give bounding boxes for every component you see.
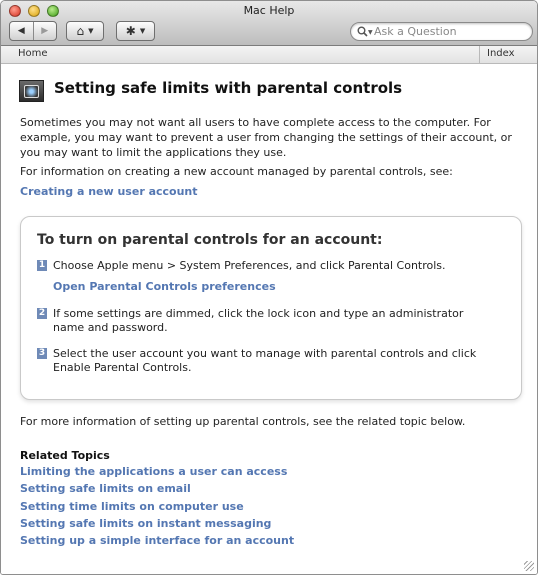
search-options-icon: ▼ <box>368 29 373 36</box>
open-parental-controls-link[interactable]: Open Parental Controls preferences <box>53 280 276 293</box>
search-input[interactable] <box>374 24 524 39</box>
breadcrumb <box>1 46 537 64</box>
window-title: Mac Help <box>243 4 295 17</box>
breadcrumb-home-link[interactable]: Home <box>18 48 48 59</box>
forward-arrow-icon: ▶ <box>41 26 49 36</box>
window-toolbar <box>1 1 537 46</box>
related-link-time-limits[interactable]: Setting time limits on computer use <box>20 500 244 513</box>
chevron-down-icon: ▼ <box>88 27 94 35</box>
page-title: Setting safe limits with parental controls <box>54 79 403 97</box>
step-number-badge: 2 <box>38 308 46 318</box>
resize-grip[interactable] <box>524 561 534 571</box>
chevron-down-icon: ▼ <box>139 27 146 35</box>
create-account-link[interactable]: Creating a new user account <box>20 185 198 198</box>
step-number-badge: 1 <box>38 260 46 270</box>
search-icon <box>357 26 368 37</box>
gear-icon: ✱ <box>125 24 136 38</box>
index-link[interactable]: Index <box>487 48 515 59</box>
related-link-instant-messaging[interactable]: Setting safe limits on instant messaging <box>20 517 272 530</box>
home-icon: ⌂ <box>76 24 85 38</box>
step-text: Select the user account you want to manage with parental controls and click Enable Parental Controls. <box>53 347 477 374</box>
search-field[interactable] <box>350 22 533 41</box>
step-text: Choose Apple menu > System Preferences, and click Parental Controls. <box>53 259 446 272</box>
parental-controls-icon <box>19 80 44 102</box>
help-article <box>1 64 537 574</box>
related-link-simple-interface[interactable]: Setting up a simple interface for an account <box>20 534 295 547</box>
home-menu-button[interactable] <box>66 21 104 41</box>
back-button[interactable] <box>10 22 34 40</box>
intro-paragraph: Sometimes you may not want all users to have complete access to the computer. For example, you may want to prevent a user from changing the settings of their account, or you may want to limit the applications they use. <box>20 116 512 159</box>
related-link-email[interactable]: Setting safe limits on email <box>20 482 191 495</box>
forward-button[interactable] <box>34 22 57 40</box>
steps-title: To turn on parental controls for an account: <box>37 232 383 248</box>
back-forward-control <box>9 21 57 41</box>
breadcrumb-divider <box>479 46 480 63</box>
related-link-applications[interactable]: Limiting the applications a user can access <box>20 465 288 478</box>
more-info-paragraph: For more information of setting up parental controls, see the related topic below. <box>20 415 466 428</box>
steps-card <box>20 216 522 400</box>
info-paragraph: For information on creating a new account managed by parental controls, see: <box>20 165 453 178</box>
step-text: If some settings are dimmed, click the lock icon and type an administrator name and password. <box>53 307 464 334</box>
related-topics-heading: Related Topics <box>20 449 110 462</box>
back-arrow-icon: ◀ <box>17 26 25 36</box>
action-menu-button[interactable] <box>116 21 155 41</box>
step-number-badge: 3 <box>38 348 46 358</box>
